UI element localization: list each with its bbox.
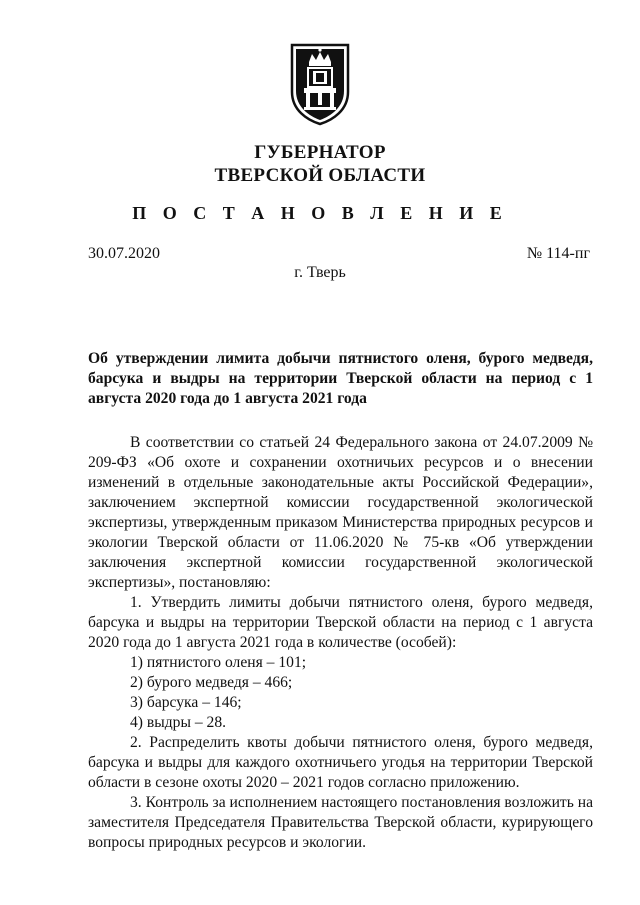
list-item: 4) выдры – 28.	[130, 714, 227, 731]
issuer-title-line2: ТВЕРСКОЙ ОБЛАСТИ	[214, 165, 426, 186]
item-1-paragraph: 1. Утвердить лимиты добычи пятнистого оленя, бурого медведя, барсука и выдры на территории Тверской области на период с 1 августа 2020 года до 1 августа 2021 года в количестве (особей):	[88, 594, 593, 651]
document-date: 30.07.2020	[88, 245, 160, 262]
intro-paragraph: В соответствии со статьей 24 Федерального закона от 24.07.2009 № 209-ФЗ «Об охоте и сохранении охотничьих ресурсов и о внесении изменений в отдельные законодательные акты Российской Федерации», заключением экспертной комиссии государственной экологической экспертизы, утвержденным приказом Министерства природных ресурсов и экологии Тверской области от 11.06.2020 № 75-кв «Об утверждении заключения экспертной комиссии государственной экологической экспертизы», постановляю:	[88, 434, 593, 591]
list-item: 1) пятнистого оленя – 101;	[130, 654, 307, 671]
item-3-paragraph: 3. Контроль за исполнением настоящего постановления возложить на заместителя Председателя Правительства Тверской области, курирующего вопросы природных ресурсов и экологии.	[88, 794, 594, 851]
issuer-title-line1: ГУБЕРНАТОР	[254, 142, 386, 163]
coat-of-arms-emblem-icon	[289, 42, 351, 126]
document-body	[88, 433, 593, 853]
document-type-heading: П О С Т А Н О В Л Е Н И Е	[132, 203, 508, 223]
list-item: 3) барсука – 146;	[130, 694, 242, 711]
list-item: 2) бурого медведя – 466;	[130, 674, 293, 691]
item-2-paragraph: 2. Распределить квоты добычи пятнистого оленя, бурого медведя, барсука и выдры для каждого охотничьего угодья на территории Тверской области в сезоне охоты 2020 – 2021 годов согласно приложению.	[88, 734, 593, 791]
document-number: № 114-пг	[526, 245, 590, 262]
document-title: Об утверждении лимита добычи пятнистого оленя, бурого медведя, барсука и выдры на территории Тверской области на период с 1 августа 2020 года до 1 августа 2021 года	[88, 350, 593, 407]
document-city: г. Тверь	[294, 264, 346, 281]
